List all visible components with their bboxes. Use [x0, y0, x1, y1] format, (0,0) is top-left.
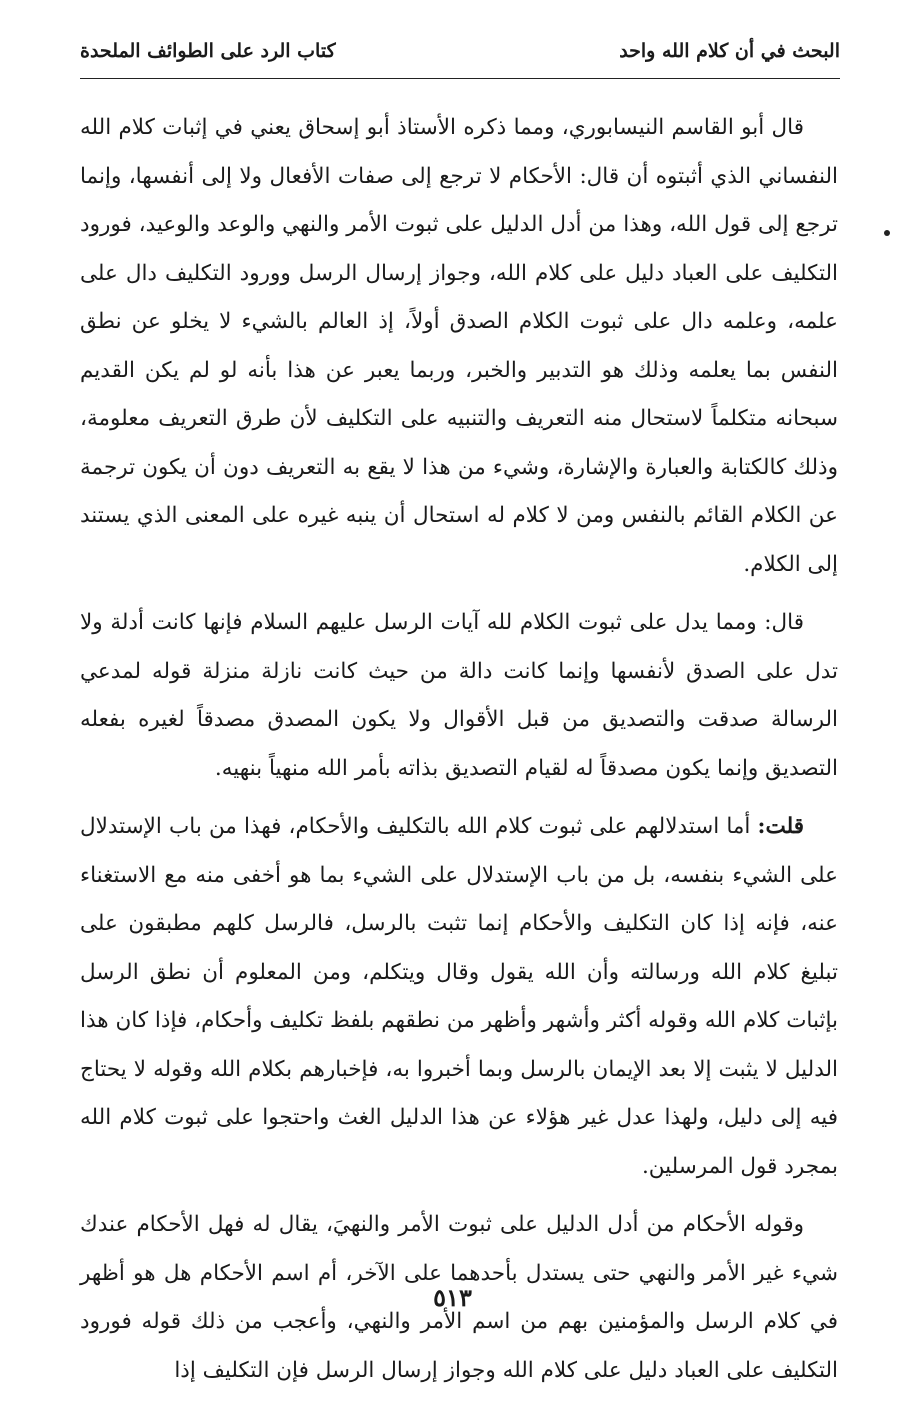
paragraph-text: أما استدلالهم على ثبوت كلام الله بالتكليف والأحكام، فهذا من باب الإستدلال على الشيء بنفسه، بل من باب الإستدلال على الشيء بما هو أخفى منه مع الاستغناء عنه، فإنه إذا كان التكليف والأحكام إنما تثبت بالرسل، فالرسل كلهم مطبقون على تبليغ كلام الله ورسالته وأن الله يقول وقال ويتكلم، ومن المعلوم أن نطق الرسل بإثبات كلام الله وقوله أكثر وأشهر وأظهر من نطقهم بلفظ تكليف وأحكام، فإذا كان هذا الدليل لا يثبت إلا بعد الإيمان بالرسل وبما أخبروا به، فإخبارهم بكلام الله وقوله لا يحتاج فيه إلى دليل، ولهذا عدل غير هؤلاء عن هذا الدليل الغث واحتجوا على ثبوت كلام الله بمجرد قول المرسلين.	[80, 814, 838, 1179]
chapter-title: البحث في أن كلام الله واحد	[619, 40, 840, 62]
main-text	[80, 104, 838, 1405]
paragraph-text: قال: ومما يدل على ثبوت الكلام لله آيات الرسل عليهم السلام فإنها كانت أدلة ولا تدل على الصدق لأنفسها وإنما كانت دالة من حيث كانت نازلة منزلة قوله لمدعي الرسالة صدقت والتصديق من قبل الأقوال ولا يكون المصدق مصدقاً لغيره بفعله التصديق وإنما يكون مصدقاً له لقيام التصديق بذاته بأمر الله منهياً بنهيه.	[80, 610, 838, 781]
paragraph-2	[80, 599, 838, 793]
paragraph-1	[80, 104, 838, 589]
header-divider	[80, 78, 840, 79]
book-title: كتاب الرد على الطوائف الملحدة	[80, 40, 336, 62]
paragraph-text: وقوله الأحكام من أدل الدليل على ثبوت الأمر والنهيَ، يقال له فهل الأحكام عندك شيء غير الأمر والنهي حتى يستدل بأحدهما على الآخر، أم اسم الأحكام هل هو أظهر في كلام الرسل والمؤمنين بهم من اسم الأمر والنهي، وأعجب من ذلك قوله فورود التكليف على العباد دليل على كلام الله وجواز إرسال الرسل فإن التكليف إذا	[80, 1212, 838, 1383]
running-header	[80, 32, 840, 72]
page-number: ٥١٣	[433, 1283, 472, 1312]
paragraph-lead: قلت:	[757, 814, 804, 839]
paragraph-3	[80, 803, 838, 1191]
paragraph-text: قال أبو القاسم النيسابوري، ومما ذكره الأستاذ أبو إسحاق يعني في إثبات كلام الله النفساني الذي أثبتوه أن قال: الأحكام لا ترجع إلى صفات الأفعال ولا إلى أنفسها، وإنما ترجع إلى قول الله، وهذا من أدل الدليل على ثبوت الأمر والنهي والوعد والوعيد، فورود التكليف على العباد دليل على كلام الله، وجواز إرسال الرسل وورود التكليف دال على علمه، وعلمه دال على ثبوت الكلام الصدق أولاً، إذ العالم بالشيء لا يخلو عن نطق النفس بما يعلمه وذلك هو التدبير والخبر، وربما يعبر عن هذا بأنه لو لم يكن القديم سبحانه متكلماً لاستحال منه التعريف والتنبيه على التكليف لأن طرق التعريف معلومة، وذلك كالكتابة والعبارة والإشارة، وشيء من هذا لا يقع به التعريف دون أن يكون ترجمة عن الكلام القائم بالنفس ومن لا كلام له استحال أن ينبه غيره على المعنى الذي يستند إلى الكلام.	[80, 115, 838, 577]
margin-mark	[884, 230, 890, 236]
